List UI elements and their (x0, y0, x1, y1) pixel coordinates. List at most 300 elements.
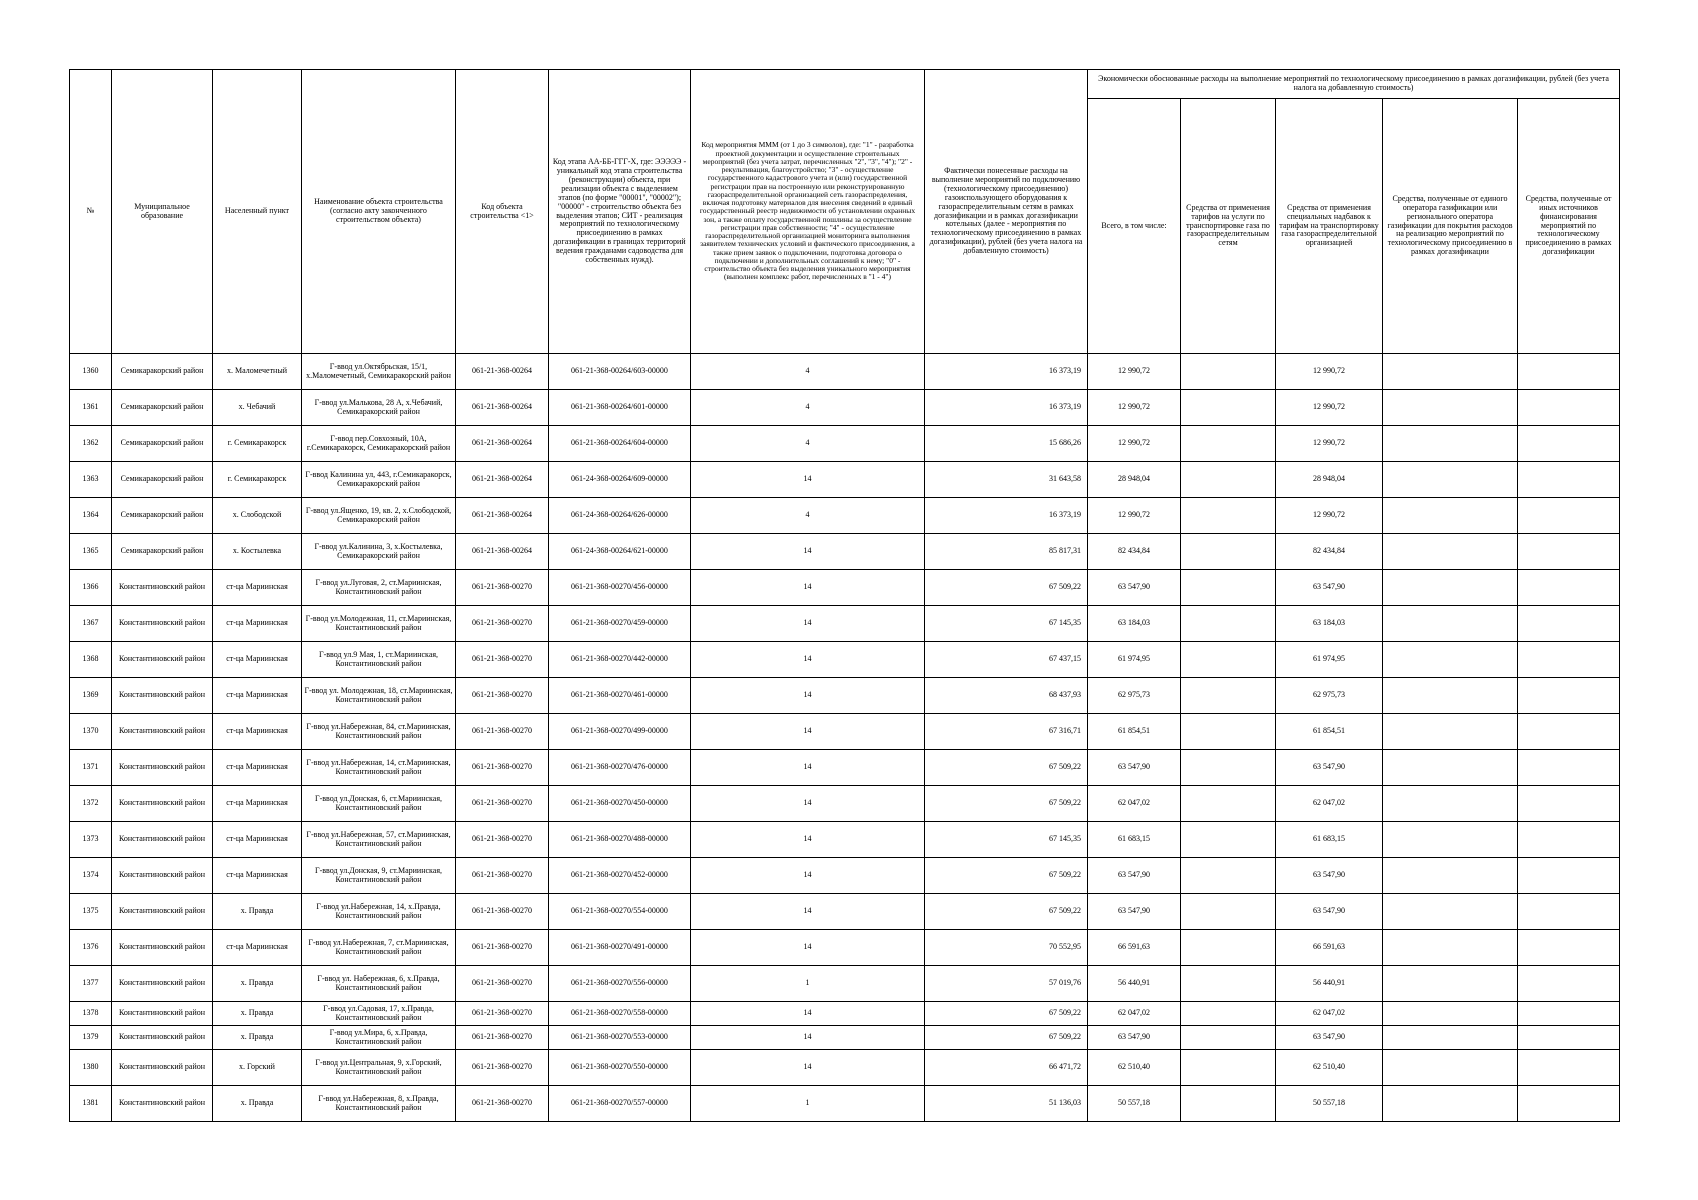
event-code-cell: 14 (691, 930, 925, 966)
tariff-transport-cell (1181, 1026, 1276, 1050)
stage-code-cell: 061-21-368-00270/553-00000 (549, 1026, 691, 1050)
actual-costs-cell: 67 145,35 (925, 606, 1088, 642)
object-name-cell: Г-ввод ул.Калинина, 3, х.Костылевка, Семикаракорский район (302, 534, 456, 570)
other-sources-cell (1518, 426, 1620, 462)
row-number: 1363 (70, 462, 112, 498)
object-code-cell: 061-21-368-00264 (456, 534, 549, 570)
special-surcharge-cell: 12 990,72 (1276, 354, 1383, 390)
special-surcharge-cell: 12 990,72 (1276, 426, 1383, 462)
stage-code-cell: 061-21-368-00264/601-00000 (549, 390, 691, 426)
stage-code-cell: 061-24-368-00264/626-00000 (549, 498, 691, 534)
actual-costs-cell: 67 509,22 (925, 894, 1088, 930)
actual-costs-cell: 70 552,95 (925, 930, 1088, 966)
stage-code-cell: 061-21-368-00270/456-00000 (549, 570, 691, 606)
total-cell: 62 047,02 (1088, 1002, 1181, 1026)
tariff-transport-cell (1181, 1002, 1276, 1026)
total-cell: 63 547,90 (1088, 750, 1181, 786)
tariff-transport-cell (1181, 966, 1276, 1002)
special-surcharge-cell: 50 557,18 (1276, 1086, 1383, 1122)
table-row (70, 714, 1620, 750)
actual-costs-cell: 85 817,31 (925, 534, 1088, 570)
stage-code-cell: 061-21-368-00270/499-00000 (549, 714, 691, 750)
settlement-cell: х. Горский (213, 1050, 302, 1086)
other-sources-cell (1518, 1002, 1620, 1026)
tariff-transport-cell (1181, 354, 1276, 390)
other-sources-cell (1518, 390, 1620, 426)
settlement-cell: х. Слободской (213, 498, 302, 534)
total-cell: 63 547,90 (1088, 570, 1181, 606)
object-code-cell: 061-21-368-00264 (456, 354, 549, 390)
event-code-cell: 14 (691, 678, 925, 714)
actual-costs-cell: 57 019,76 (925, 966, 1088, 1002)
settlement-cell: ст-ца Мариинская (213, 822, 302, 858)
total-cell: 28 948,04 (1088, 462, 1181, 498)
header-municipality: Муниципальное образование (112, 70, 213, 354)
row-number: 1364 (70, 498, 112, 534)
operator-funds-cell (1383, 1086, 1518, 1122)
special-surcharge-cell: 61 974,95 (1276, 642, 1383, 678)
object-name-cell: Г-ввод ул.Набережная, 7, ст.Мариинская, Константиновский район (302, 930, 456, 966)
special-surcharge-cell: 62 047,02 (1276, 786, 1383, 822)
object-code-cell: 061-21-368-00270 (456, 750, 549, 786)
settlement-cell: х. Правда (213, 1086, 302, 1122)
municipality-cell: Семикаракорский район (112, 390, 213, 426)
operator-funds-cell (1383, 786, 1518, 822)
settlement-cell: ст-ца Мариинская (213, 930, 302, 966)
tariff-transport-cell (1181, 606, 1276, 642)
actual-costs-cell: 67 509,22 (925, 570, 1088, 606)
event-code-cell: 4 (691, 426, 925, 462)
row-number: 1362 (70, 426, 112, 462)
total-cell: 12 990,72 (1088, 498, 1181, 534)
settlement-cell: ст-ца Мариинская (213, 786, 302, 822)
object-name-cell: Г-ввод ул.Малькова, 28 А, х.Чебачий, Семикаракорский район (302, 390, 456, 426)
actual-costs-cell: 67 145,35 (925, 822, 1088, 858)
actual-costs-cell: 16 373,19 (925, 354, 1088, 390)
special-surcharge-cell: 61 854,51 (1276, 714, 1383, 750)
costs-table (69, 69, 1620, 1122)
object-name-cell: Г-ввод ул.Садовая, 17, х.Правда, Константиновский район (302, 1002, 456, 1026)
actual-costs-cell: 67 509,22 (925, 1002, 1088, 1026)
object-code-cell: 061-21-368-00264 (456, 498, 549, 534)
event-code-cell: 4 (691, 354, 925, 390)
object-name-cell: Г-ввод ул. Набережная, 6, х.Правда, Константиновский район (302, 966, 456, 1002)
tariff-transport-cell (1181, 858, 1276, 894)
operator-funds-cell (1383, 390, 1518, 426)
row-number: 1369 (70, 678, 112, 714)
municipality-cell: Константиновский район (112, 714, 213, 750)
actual-costs-cell: 16 373,19 (925, 390, 1088, 426)
table-row (70, 678, 1620, 714)
stage-code-cell: 061-21-368-00270/558-00000 (549, 1002, 691, 1026)
object-name-cell: Г-ввод ул.Набережная, 14, х.Правда, Константиновский район (302, 894, 456, 930)
object-name-cell: Г-ввод ул.9 Мая, 1, ст.Мариинская, Константиновский район (302, 642, 456, 678)
other-sources-cell (1518, 1086, 1620, 1122)
object-code-cell: 061-21-368-00270 (456, 642, 549, 678)
table-row (70, 1050, 1620, 1086)
settlement-cell: х. Правда (213, 966, 302, 1002)
tariff-transport-cell (1181, 462, 1276, 498)
tariff-transport-cell (1181, 822, 1276, 858)
total-cell: 63 547,90 (1088, 1026, 1181, 1050)
object-name-cell: Г-ввод ул.Луговая, 2, ст.Мариинская, Константиновский район (302, 570, 456, 606)
object-name-cell: Г-ввод Калинина ул, 443, г.Семикаракорск, Семикаракорский район (302, 462, 456, 498)
row-number: 1367 (70, 606, 112, 642)
stage-code-cell: 061-24-368-00264/609-00000 (549, 462, 691, 498)
total-cell: 12 990,72 (1088, 354, 1181, 390)
stage-code-cell: 061-21-368-00270/550-00000 (549, 1050, 691, 1086)
row-number: 1380 (70, 1050, 112, 1086)
stage-code-cell: 061-21-368-00270/488-00000 (549, 822, 691, 858)
stage-code-cell: 061-21-368-00270/476-00000 (549, 750, 691, 786)
object-name-cell: Г-ввод пер.Совхозный, 10А, г.Семикаракорск, Семикаракорский район (302, 426, 456, 462)
operator-funds-cell (1383, 1002, 1518, 1026)
header-operator-funds: Средства, полученные от единого оператора газификации или регионального оператора газификации для покрытия расходов на реализацию мероприятий по технологическому присоединению в рамках догазификации (1383, 99, 1518, 354)
operator-funds-cell (1383, 1026, 1518, 1050)
settlement-cell: х. Маломечетный (213, 354, 302, 390)
actual-costs-cell: 67 509,22 (925, 858, 1088, 894)
special-surcharge-cell: 63 547,90 (1276, 858, 1383, 894)
row-number: 1360 (70, 354, 112, 390)
other-sources-cell (1518, 750, 1620, 786)
row-number: 1365 (70, 534, 112, 570)
total-cell: 12 990,72 (1088, 390, 1181, 426)
total-cell: 82 434,84 (1088, 534, 1181, 570)
event-code-cell: 14 (691, 462, 925, 498)
operator-funds-cell (1383, 606, 1518, 642)
tariff-transport-cell (1181, 1086, 1276, 1122)
row-number: 1379 (70, 1026, 112, 1050)
total-cell: 12 990,72 (1088, 426, 1181, 462)
row-number: 1372 (70, 786, 112, 822)
table-row (70, 426, 1620, 462)
object-name-cell: Г-ввод ул. Молодежная, 18, ст.Мариинская, Константиновский район (302, 678, 456, 714)
table-row (70, 570, 1620, 606)
row-number: 1368 (70, 642, 112, 678)
object-code-cell: 061-21-368-00270 (456, 1086, 549, 1122)
event-code-cell: 14 (691, 714, 925, 750)
header-object-code: Код объекта строительства <1> (456, 70, 549, 354)
stage-code-cell: 061-21-368-00270/459-00000 (549, 606, 691, 642)
header-settlement: Населенный пункт (213, 70, 302, 354)
operator-funds-cell (1383, 894, 1518, 930)
header-total: Всего, в том числе: (1088, 99, 1181, 354)
tariff-transport-cell (1181, 1050, 1276, 1086)
municipality-cell: Константиновский район (112, 1002, 213, 1026)
municipality-cell: Константиновский район (112, 822, 213, 858)
object-code-cell: 061-21-368-00270 (456, 786, 549, 822)
header-tariff-transport: Средства от применения тарифов на услуги по транспортировке газа по газораспределительным сетям (1181, 99, 1276, 354)
other-sources-cell (1518, 930, 1620, 966)
municipality-cell: Константиновский район (112, 642, 213, 678)
row-number: 1371 (70, 750, 112, 786)
actual-costs-cell: 67 509,22 (925, 750, 1088, 786)
event-code-cell: 14 (691, 1050, 925, 1086)
operator-funds-cell (1383, 534, 1518, 570)
municipality-cell: Семикаракорский район (112, 354, 213, 390)
operator-funds-cell (1383, 570, 1518, 606)
object-name-cell: Г-ввод ул.Набережная, 8, х.Правда, Константиновский район (302, 1086, 456, 1122)
settlement-cell: х. Правда (213, 894, 302, 930)
stage-code-cell: 061-21-368-00270/442-00000 (549, 642, 691, 678)
municipality-cell: Константиновский район (112, 894, 213, 930)
header-other-sources: Средства, полученные от иных источников финансирования мероприятий по технологическому присоединению в рамках догазификации (1518, 99, 1620, 354)
special-surcharge-cell: 63 547,90 (1276, 894, 1383, 930)
event-code-cell: 4 (691, 498, 925, 534)
actual-costs-cell: 51 136,03 (925, 1086, 1088, 1122)
event-code-cell: 14 (691, 1002, 925, 1026)
table-row (70, 462, 1620, 498)
object-name-cell: Г-ввод ул.Набережная, 14, ст.Мариинская, Константиновский район (302, 750, 456, 786)
object-code-cell: 061-21-368-00270 (456, 966, 549, 1002)
event-code-cell: 14 (691, 750, 925, 786)
table-row (70, 858, 1620, 894)
special-surcharge-cell: 62 047,02 (1276, 1002, 1383, 1026)
table-row (70, 534, 1620, 570)
operator-funds-cell (1383, 930, 1518, 966)
operator-funds-cell (1383, 966, 1518, 1002)
header-num: № (70, 70, 112, 354)
row-number: 1374 (70, 858, 112, 894)
operator-funds-cell (1383, 678, 1518, 714)
actual-costs-cell: 16 373,19 (925, 498, 1088, 534)
stage-code-cell: 061-21-368-00264/604-00000 (549, 426, 691, 462)
special-surcharge-cell: 63 547,90 (1276, 750, 1383, 786)
special-surcharge-cell: 63 547,90 (1276, 1026, 1383, 1050)
total-cell: 63 547,90 (1088, 858, 1181, 894)
special-surcharge-cell: 28 948,04 (1276, 462, 1383, 498)
other-sources-cell (1518, 1026, 1620, 1050)
row-number: 1376 (70, 930, 112, 966)
row-number: 1381 (70, 1086, 112, 1122)
table-body (70, 354, 1620, 1122)
municipality-cell: Константиновский район (112, 1086, 213, 1122)
row-number: 1373 (70, 822, 112, 858)
header-special-surcharge: Средства от применения специальных надбавок к тарифам на транспортировку газа газораспределительной организацией (1276, 99, 1383, 354)
event-code-cell: 14 (691, 606, 925, 642)
tariff-transport-cell (1181, 894, 1276, 930)
row-number: 1378 (70, 1002, 112, 1026)
actual-costs-cell: 68 437,93 (925, 678, 1088, 714)
municipality-cell: Семикаракорский район (112, 426, 213, 462)
other-sources-cell (1518, 462, 1620, 498)
event-code-cell: 14 (691, 1026, 925, 1050)
municipality-cell: Константиновский район (112, 606, 213, 642)
object-code-cell: 061-21-368-00270 (456, 858, 549, 894)
total-cell: 61 683,15 (1088, 822, 1181, 858)
actual-costs-cell: 66 471,72 (925, 1050, 1088, 1086)
other-sources-cell (1518, 570, 1620, 606)
object-code-cell: 061-21-368-00270 (456, 1002, 549, 1026)
settlement-cell: г. Семикаракорск (213, 426, 302, 462)
operator-funds-cell (1383, 462, 1518, 498)
table-row (70, 786, 1620, 822)
table-row (70, 822, 1620, 858)
header-event-code: Код мероприятия МММ (от 1 до 3 символов), где: "1" - разработка проектной документации и осуществление строительных мероприятий (без учета затрат, перечисленных "2", "3", "4"); "2" - рекультивация, благоустройство; "3" - осуществление государственного кадастрового учета и (или) государственной регистрации прав на построенную или реконструированную газораспределительной организацией сеть газораспределения, включая подготовку материалов для внесения сведений в единый государственный реестр недвижимости об установлении охранных зон, а также оплату государственной пошлины за осуществление регистрации прав собственности; "4" - осуществление газораспределительной организацией мониторинга выполнения заявителем технических условий и фактического присоединения, а также прием заявок о подключении, подготовка договора о подключении и дополнительных соглашений к нему; "0" - строительство объекта без выделения уникального мероприятия (выполнен комплекс работ, перечисленных в "1 - 4") (691, 70, 925, 354)
settlement-cell: ст-ца Мариинская (213, 858, 302, 894)
municipality-cell: Семикаракорский район (112, 534, 213, 570)
event-code-cell: 4 (691, 390, 925, 426)
settlement-cell: х. Правда (213, 1002, 302, 1026)
other-sources-cell (1518, 966, 1620, 1002)
other-sources-cell (1518, 894, 1620, 930)
table-row (70, 894, 1620, 930)
event-code-cell: 14 (691, 534, 925, 570)
settlement-cell: ст-ца Мариинская (213, 678, 302, 714)
stage-code-cell: 061-21-368-00270/556-00000 (549, 966, 691, 1002)
settlement-cell: ст-ца Мариинская (213, 642, 302, 678)
other-sources-cell (1518, 606, 1620, 642)
total-cell: 56 440,91 (1088, 966, 1181, 1002)
table-row (70, 1086, 1620, 1122)
table-row (70, 966, 1620, 1002)
row-number: 1377 (70, 966, 112, 1002)
total-cell: 62 047,02 (1088, 786, 1181, 822)
municipality-cell: Константиновский район (112, 786, 213, 822)
tariff-transport-cell (1181, 642, 1276, 678)
stage-code-cell: 061-21-368-00264/603-00000 (549, 354, 691, 390)
object-name-cell: Г-ввод ул.Донская, 6, ст.Мариинская, Константиновский район (302, 786, 456, 822)
settlement-cell: ст-ца Мариинская (213, 606, 302, 642)
other-sources-cell (1518, 354, 1620, 390)
tariff-transport-cell (1181, 498, 1276, 534)
total-cell: 50 557,18 (1088, 1086, 1181, 1122)
document-page (69, 69, 1620, 1122)
settlement-cell: х. Костылевка (213, 534, 302, 570)
operator-funds-cell (1383, 750, 1518, 786)
tariff-transport-cell (1181, 570, 1276, 606)
table-row (70, 750, 1620, 786)
event-code-cell: 14 (691, 858, 925, 894)
event-code-cell: 14 (691, 570, 925, 606)
object-code-cell: 061-21-368-00270 (456, 678, 549, 714)
header-object-name: Наименование объекта строительства (согласно акту законченного строительством объекта) (302, 70, 456, 354)
table-row (70, 930, 1620, 966)
other-sources-cell (1518, 714, 1620, 750)
table-row (70, 642, 1620, 678)
object-code-cell: 061-21-368-00270 (456, 1026, 549, 1050)
tariff-transport-cell (1181, 786, 1276, 822)
settlement-cell: ст-ца Мариинская (213, 750, 302, 786)
event-code-cell: 14 (691, 894, 925, 930)
object-name-cell: Г-ввод ул.Донская, 9, ст.Мариинская, Константиновский район (302, 858, 456, 894)
object-name-cell: Г-ввод ул.Центральная, 9, х.Горский, Константиновский район (302, 1050, 456, 1086)
actual-costs-cell: 67 509,22 (925, 786, 1088, 822)
tariff-transport-cell (1181, 750, 1276, 786)
stage-code-cell: 061-21-368-00270/557-00000 (549, 1086, 691, 1122)
table-row (70, 1026, 1620, 1050)
special-surcharge-cell: 63 547,90 (1276, 570, 1383, 606)
stage-code-cell: 061-21-368-00270/461-00000 (549, 678, 691, 714)
row-number: 1361 (70, 390, 112, 426)
object-name-cell: Г-ввод ул.Молодежная, 11, ст.Мариинская, Константиновский район (302, 606, 456, 642)
special-surcharge-cell: 61 683,15 (1276, 822, 1383, 858)
object-code-cell: 061-21-368-00270 (456, 570, 549, 606)
operator-funds-cell (1383, 642, 1518, 678)
row-number: 1370 (70, 714, 112, 750)
stage-code-cell: 061-21-368-00270/491-00000 (549, 930, 691, 966)
actual-costs-cell: 67 316,71 (925, 714, 1088, 750)
table-row (70, 390, 1620, 426)
other-sources-cell (1518, 534, 1620, 570)
other-sources-cell (1518, 498, 1620, 534)
other-sources-cell (1518, 642, 1620, 678)
stage-code-cell: 061-21-368-00270/452-00000 (549, 858, 691, 894)
tariff-transport-cell (1181, 714, 1276, 750)
object-code-cell: 061-21-368-00270 (456, 1050, 549, 1086)
table-row (70, 606, 1620, 642)
total-cell: 63 184,03 (1088, 606, 1181, 642)
actual-costs-cell: 67 437,15 (925, 642, 1088, 678)
settlement-cell: ст-ца Мариинская (213, 570, 302, 606)
other-sources-cell (1518, 1050, 1620, 1086)
event-code-cell: 14 (691, 822, 925, 858)
stage-code-cell: 061-21-368-00270/554-00000 (549, 894, 691, 930)
tariff-transport-cell (1181, 390, 1276, 426)
actual-costs-cell: 15 686,26 (925, 426, 1088, 462)
stage-code-cell: 061-21-368-00270/450-00000 (549, 786, 691, 822)
actual-costs-cell: 31 643,58 (925, 462, 1088, 498)
municipality-cell: Семикаракорский район (112, 498, 213, 534)
tariff-transport-cell (1181, 534, 1276, 570)
special-surcharge-cell: 66 591,63 (1276, 930, 1383, 966)
total-cell: 63 547,90 (1088, 894, 1181, 930)
table-header (70, 70, 1620, 354)
table-row (70, 498, 1620, 534)
stage-code-cell: 061-24-368-00264/621-00000 (549, 534, 691, 570)
object-code-cell: 061-21-368-00270 (456, 894, 549, 930)
special-surcharge-cell: 62 975,73 (1276, 678, 1383, 714)
header-econ-group: Экономически обоснованные расходы на выполнение мероприятий по технологическому присоединению в рамках догазификации, рублей (без учета налога на добавленную стоимость) (1088, 70, 1620, 99)
special-surcharge-cell: 56 440,91 (1276, 966, 1383, 1002)
total-cell: 62 510,40 (1088, 1050, 1181, 1086)
settlement-cell: х. Чебачий (213, 390, 302, 426)
header-actual-costs: Фактически понесенные расходы на выполнение мероприятий по подключению (технологическому присоединению) газоиспользующего оборудования к газораспределительным сетям в рамках догазификации и в рамках догазификации котельных (далее - мероприятия по технологическому присоединению в рамках догазификации), рублей (без учета налога на добавленную стоимость) (925, 70, 1088, 354)
municipality-cell: Константиновский район (112, 930, 213, 966)
actual-costs-cell: 67 509,22 (925, 1026, 1088, 1050)
municipality-cell: Константиновский район (112, 966, 213, 1002)
tariff-transport-cell (1181, 930, 1276, 966)
operator-funds-cell (1383, 426, 1518, 462)
object-name-cell: Г-ввод ул.Набережная, 84, ст.Мариинская, Константиновский район (302, 714, 456, 750)
object-code-cell: 061-21-368-00270 (456, 606, 549, 642)
tariff-transport-cell (1181, 426, 1276, 462)
row-number: 1375 (70, 894, 112, 930)
row-number: 1366 (70, 570, 112, 606)
header-stage-code: Код этапа АА-ББ-ГГГ-Х, где: ЭЭЭЭЭ - уникальный код этапа строительства (реконструкции) объекта, при реализации объекта с выделением этапов (по форме "00001", "00002"); "00000" - строительство объекта без выделения этапов; СИТ - реализация мероприятий по технологическому присоединению в рамках догазификации в границах территорий ведения гражданами садоводства для собственных нужд). (549, 70, 691, 354)
operator-funds-cell (1383, 858, 1518, 894)
tariff-transport-cell (1181, 678, 1276, 714)
other-sources-cell (1518, 678, 1620, 714)
operator-funds-cell (1383, 714, 1518, 750)
total-cell: 61 854,51 (1088, 714, 1181, 750)
event-code-cell: 14 (691, 642, 925, 678)
settlement-cell: г. Семикаракорск (213, 462, 302, 498)
object-code-cell: 061-21-368-00264 (456, 462, 549, 498)
event-code-cell: 14 (691, 786, 925, 822)
operator-funds-cell (1383, 354, 1518, 390)
object-code-cell: 061-21-368-00270 (456, 930, 549, 966)
other-sources-cell (1518, 858, 1620, 894)
municipality-cell: Константиновский район (112, 858, 213, 894)
table-row (70, 1002, 1620, 1026)
municipality-cell: Константиновский район (112, 678, 213, 714)
settlement-cell: ст-ца Мариинская (213, 714, 302, 750)
table-row (70, 354, 1620, 390)
object-name-cell: Г-ввод ул.Октябрьская, 15/1, х.Маломечетный, Семикаракорский район (302, 354, 456, 390)
object-code-cell: 061-21-368-00264 (456, 390, 549, 426)
object-name-cell: Г-ввод ул.Мира, 6, х.Правда, Константиновский район (302, 1026, 456, 1050)
